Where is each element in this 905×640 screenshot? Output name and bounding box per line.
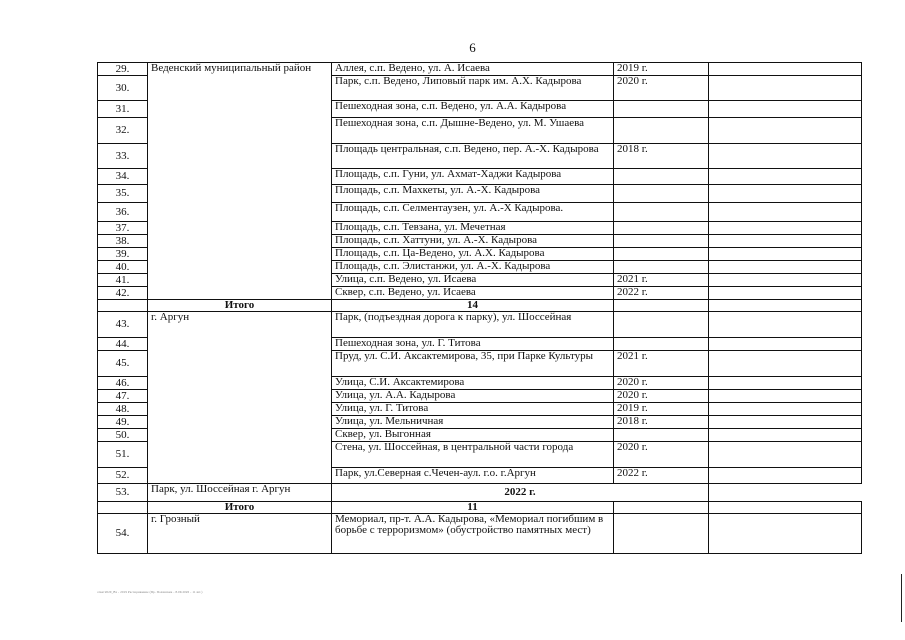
extra-cell (709, 63, 862, 76)
object-cell: Площадь, с.п. Хаттуни, ул. А.-Х. Кадырова (332, 235, 614, 248)
year-cell (614, 312, 709, 338)
extra-cell (709, 101, 862, 118)
page-edge-line (901, 574, 902, 622)
extra-cell (709, 248, 862, 261)
extra-cell (709, 144, 862, 169)
object-cell: Площадь, с.п. Элистанжи, ул. А.-Х. Кадырова (332, 261, 614, 274)
year-cell (614, 222, 709, 235)
page-number: 6 (469, 40, 476, 55)
row-number: 45. (98, 351, 148, 377)
object-cell: Улица, ул. Г. Титова (332, 403, 614, 416)
table-row (98, 484, 862, 502)
year-cell: 2020 г. (614, 390, 709, 403)
empty-cell (614, 502, 709, 514)
row-number: 30. (98, 76, 148, 101)
extra-cell (709, 514, 862, 554)
row-number: 47. (98, 390, 148, 403)
empty-cell (98, 300, 148, 312)
extra-cell (709, 416, 862, 429)
year-cell: 2020 г. (614, 377, 709, 390)
extra-cell (709, 222, 862, 235)
extra-cell (709, 442, 862, 468)
row-number: 54. (98, 514, 148, 554)
object-cell: Пешеходная зона, с.п. Ведено, ул. А.А. Кадырова (332, 101, 614, 118)
object-cell: Пруд, ул. С.И. Аксактемирова, 35, при Парке Культуры (332, 351, 614, 377)
object-cell: Парк, (подъездная дорога к парку), ул. Шоссейная (332, 312, 614, 338)
table-row (98, 514, 862, 554)
year-cell: 2019 г. (614, 63, 709, 76)
district-cell: Веденский муниципальный район (148, 63, 332, 300)
object-cell: Сквер, ул. Выгонная (332, 429, 614, 442)
row-number: 44. (98, 338, 148, 351)
year-cell (614, 248, 709, 261)
extra-cell (709, 274, 862, 287)
extra-cell (709, 338, 862, 351)
extra-cell (709, 203, 862, 222)
row-number: 41. (98, 274, 148, 287)
row-number: 51. (98, 442, 148, 468)
footer-mark: ответ2020_Вх - 2019 Распоряжение (Пр. Полянские - 8.09.2020 - 11 шт.) (97, 590, 203, 594)
extra-cell (709, 403, 862, 416)
object-cell: Аллея, с.п. Ведено, ул. А. Исаева (332, 63, 614, 76)
district-cell: г. Аргун (148, 312, 332, 484)
empty-cell (709, 502, 862, 514)
year-cell (614, 429, 709, 442)
total-row (98, 502, 862, 514)
year-cell: 2021 г. (614, 274, 709, 287)
extra-cell (709, 468, 862, 484)
year-cell: 2022 г. (614, 287, 709, 300)
empty-cell (709, 300, 862, 312)
row-number: 38. (98, 235, 148, 248)
registry-table (97, 62, 862, 554)
object-cell: Площадь, с.п. Ца-Ведено, ул. А.Х. Кадырова (332, 248, 614, 261)
row-number: 35. (98, 185, 148, 203)
year-cell (614, 118, 709, 144)
year-cell: 2019 г. (614, 403, 709, 416)
object-cell: Мемориал, пр-т. А.А. Кадырова, «Мемориал погибшим в борьбе с терроризмом» (обустройство памятных мест) (332, 514, 614, 554)
extra-cell (709, 312, 862, 338)
year-cell (614, 235, 709, 248)
table-row (98, 63, 862, 76)
object-cell: Парк, ул. Шоссейная г. Аргун (148, 484, 332, 502)
object-cell: Улица, ул. А.А. Кадырова (332, 390, 614, 403)
row-number: 29. (98, 63, 148, 76)
object-cell: Площадь, с.п. Махкеты, ул. А.-Х. Кадырова (332, 185, 614, 203)
row-number: 42. (98, 287, 148, 300)
object-cell: Площадь, с.п. Селментаузен, ул. А.-Х Кадырова. (332, 203, 614, 222)
extra-cell (709, 377, 862, 390)
row-number: 37. (98, 222, 148, 235)
object-cell: Площадь, с.п. Тевзана, ул. Мечетная (332, 222, 614, 235)
row-number: 39. (98, 248, 148, 261)
table-row (98, 312, 862, 338)
object-cell: Пешеходная зона, с.п. Дышне-Ведено, ул. М. Ушаева (332, 118, 614, 144)
row-number: 31. (98, 101, 148, 118)
extra-cell (709, 261, 862, 274)
extra-cell (709, 185, 862, 203)
year-cell (614, 203, 709, 222)
object-cell: Пешеходная зона, ул. Г. Титова (332, 338, 614, 351)
row-number: 50. (98, 429, 148, 442)
year-cell: 2022 г. (332, 484, 709, 502)
year-cell: 2022 г. (614, 468, 709, 484)
row-number: 52. (98, 468, 148, 484)
object-cell: Площадь центральная, с.п. Ведено, пер. А.-Х. Кадырова (332, 144, 614, 169)
extra-cell (709, 287, 862, 300)
year-cell (614, 261, 709, 274)
total-label: Итого (148, 300, 332, 312)
year-cell (614, 101, 709, 118)
row-number: 40. (98, 261, 148, 274)
year-cell (614, 338, 709, 351)
object-cell: Парк, с.п. Ведено, Липовый парк им. А.Х. Кадырова (332, 76, 614, 101)
extra-cell (709, 235, 862, 248)
extra-cell (709, 429, 862, 442)
row-number: 36. (98, 203, 148, 222)
object-cell: Улица, с.п. Ведено, ул. Исаева (332, 274, 614, 287)
total-value: 11 (332, 502, 614, 514)
row-number: 46. (98, 377, 148, 390)
row-number: 33. (98, 144, 148, 169)
row-number: 43. (98, 312, 148, 338)
object-cell: Парк, ул.Северная с.Чечен-аул. г.о. г.Аргун (332, 468, 614, 484)
district-cell: г. Грозный (148, 514, 332, 554)
year-cell (614, 185, 709, 203)
empty-cell (614, 300, 709, 312)
row-number: 49. (98, 416, 148, 429)
object-cell: Площадь, с.п. Гуни, ул. Ахмат-Хаджи Кадырова (332, 169, 614, 185)
extra-cell (709, 351, 862, 377)
total-row (98, 300, 862, 312)
year-cell: 2018 г. (614, 144, 709, 169)
total-value: 14 (332, 300, 614, 312)
row-number: 48. (98, 403, 148, 416)
extra-cell (709, 390, 862, 403)
year-cell: 2021 г. (614, 351, 709, 377)
year-cell: 2020 г. (614, 442, 709, 468)
object-cell: Улица, ул. Мельничная (332, 416, 614, 429)
row-number: 32. (98, 118, 148, 144)
year-cell (614, 169, 709, 185)
year-cell: 2020 г. (614, 76, 709, 101)
year-cell: 2018 г. (614, 416, 709, 429)
row-number: 53. (98, 484, 148, 502)
extra-cell (709, 169, 862, 185)
year-cell (614, 514, 709, 554)
extra-cell (709, 76, 862, 101)
object-cell: Улица, С.И. Аксактемирова (332, 377, 614, 390)
empty-cell (98, 502, 148, 514)
extra-cell (709, 118, 862, 144)
object-cell: Стена, ул. Шоссейная, в центральной части города (332, 442, 614, 468)
row-number: 34. (98, 169, 148, 185)
total-label: Итого (148, 502, 332, 514)
object-cell: Сквер, с.п. Ведено, ул. Исаева (332, 287, 614, 300)
